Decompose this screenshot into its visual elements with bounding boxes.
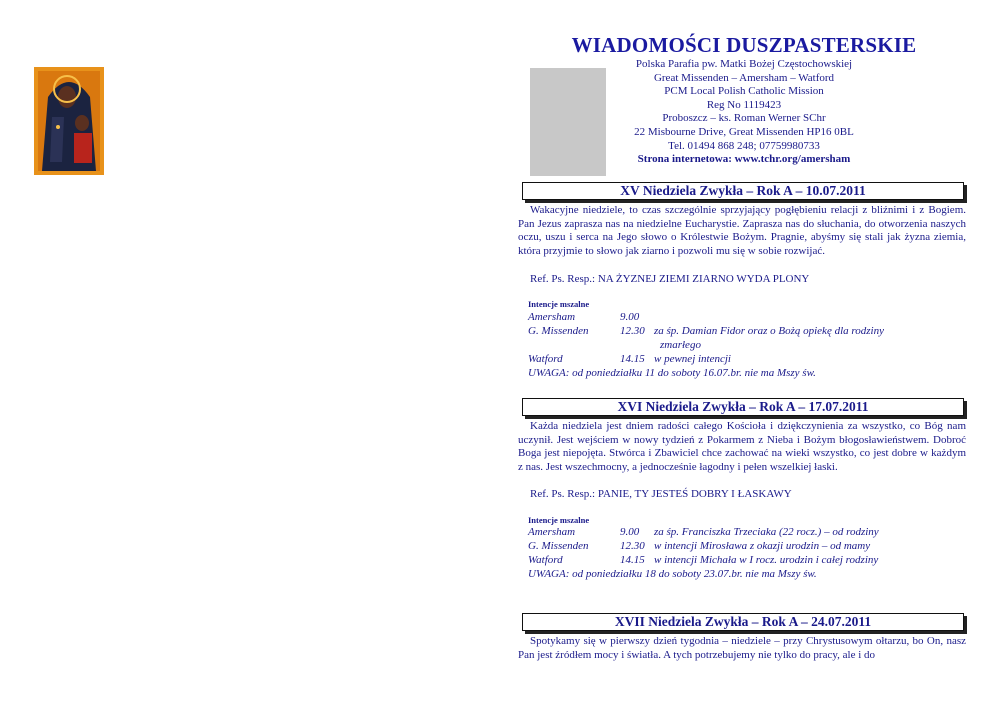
section-heading: XV Niedziela Zwykła – Rok A – 10.07.2011 [522, 182, 964, 200]
section-heading: XVII Niedziela Zwykła – Rok A – 24.07.2011 [522, 613, 964, 631]
madonna-icon-image [34, 67, 104, 175]
intention-desc: w intencji Mirosława z okazji urodzin – od mamy [654, 540, 871, 552]
mass-note: UWAGA: od poniedziałku 11 do soboty 16.07.br. nie ma Mszy św. [528, 367, 816, 379]
intentions-label: Intencje mszalne [528, 515, 590, 525]
info-line: Great Missenden – Amersham – Watford [653, 71, 835, 84]
intention-row [528, 325, 968, 339]
intention-time: 14.15 [620, 353, 645, 365]
website-link[interactable]: Strona internetowa: www.tchr.org/amersham [637, 153, 851, 166]
intention-row [528, 554, 968, 568]
photo-placeholder [530, 68, 606, 176]
intention-place: Watford [528, 554, 563, 566]
intention-row [528, 311, 968, 325]
section-text: Spotykamy się w pierwszy dzień tygodnia – niedziele – przy Chrystusowym ołtarzu, bo On, nasz Pan jest źródłem mocy i światła. A tych potrzebujemy nie tylko do pracy, ale i do [518, 635, 966, 661]
info-line: PCM Local Polish Catholic Mission [664, 85, 824, 98]
mass-note: UWAGA: od poniedziałku 18 do soboty 23.07.br. nie ma Mszy św. [528, 568, 817, 580]
intention-desc: za śp. Franciszka Trzeciaka (22 rocz.) – od rodziny [654, 526, 879, 538]
parish-info [606, 58, 882, 167]
intention-time: 9.00 [620, 526, 640, 538]
psalm-response: Ref. Ps. Resp.: NA ŻYZNEJ ZIEMI ZIARNO WYDA PLONY [530, 273, 810, 285]
intention-row-continued [660, 339, 992, 353]
intention-place: Amersham [528, 526, 576, 538]
section-heading: XVI Niedziela Zwykła – Rok A – 17.07.2011 [522, 398, 964, 416]
intention-desc: zmarłego [660, 339, 701, 351]
intention-time: 12.30 [620, 325, 645, 337]
intention-place: Watford [528, 353, 563, 365]
info-line: Polska Parafia pw. Matki Bożej Częstochowskiej [635, 58, 853, 70]
psalm-response: Ref. Ps. Resp.: PANIE, TY JESTEŚ DOBRY I ŁASKAWY [530, 488, 792, 500]
section-text: Wakacyjne niedziele, to czas szczególnie sprzyjający pogłębieniu relacji z bliźnimi i z Bogiem. Pan Jezus zaprasza nas na niedzielne Eucharystie. Zaprasza nas do słuchania, do otworzenia naszych oczu, uszu i serca na Jego słowo o Królestwie Bożym. Pragnie, abyśmy się stali jak żyzna ziemia, która przyjmie to słowo jak ziarno i pozwoli mu się w sobie rozwijać. [518, 204, 966, 258]
intention-desc: za śp. Damian Fidor oraz o Bożą opiekę dla rodziny [654, 325, 884, 337]
intention-time: 9.00 [620, 311, 640, 323]
intention-desc: w pewnej intencji [654, 353, 731, 365]
intention-row [528, 526, 968, 540]
intentions-label: Intencje mszalne [528, 299, 590, 309]
intention-place: G. Missenden [528, 540, 589, 552]
info-line: Reg No 1119423 [706, 98, 782, 111]
intention-place: G. Missenden [528, 325, 589, 337]
intention-time: 14.15 [620, 554, 645, 566]
intention-time: 12.30 [620, 540, 645, 552]
intention-desc: w intencji Michała w I rocz. urodzin i całej rodziny [654, 554, 879, 566]
bulletin-title: WIADOMOŚCI DUSZPASTERSKIE [571, 33, 917, 57]
section-text: Każda niedziela jest dniem radości całego Kościoła i dziękczynienia za wszystko, co Bóg nam uczynił. Jest wejściem w nowy tydzień z Pokarmem z Nieba i Bożym błogosławieństwem. Dobroć Boga jest niepojęta. Stwórca i Zbawiciel chce zachować na wieki wszystko, co jest dobre w każdym z nas. Jest wszechmocny, a jednocześnie łagodny i pełen wszelkiej łaski. [518, 420, 966, 474]
intention-row [528, 353, 968, 367]
intention-place: Amersham [528, 311, 576, 323]
info-line: Tel. 01494 868 248; 07759980733 [668, 139, 820, 152]
intention-row [528, 540, 968, 554]
info-line: Proboszcz – ks. Roman Werner SChr [662, 112, 826, 125]
info-line: 22 Misbourne Drive, Great Missenden HP16 0BL [634, 125, 854, 138]
